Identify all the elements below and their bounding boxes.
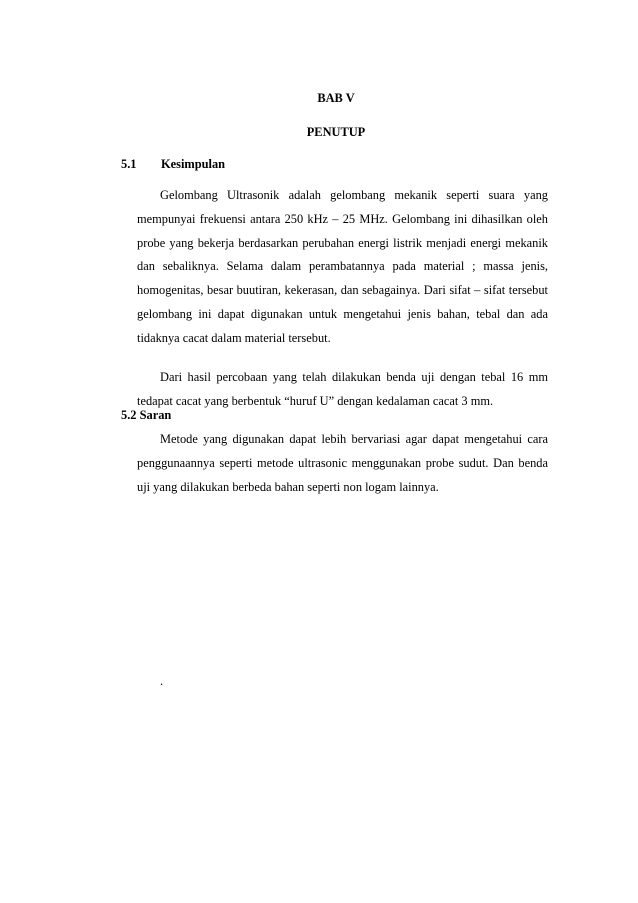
trailing-mark: . bbox=[160, 674, 164, 688]
chapter-number: BAB V bbox=[317, 91, 355, 105]
paragraph-saran-1: Metode yang digunakan dapat lebih bervariasi agar dapat mengetahui cara penggunaannya seperti metode ultrasonic menggunakan probe sudut. Dan benda uji yang dilakukan berbeda bahan seperti non logam lainnya. bbox=[137, 432, 548, 494]
chapter-title: PENUTUP bbox=[306, 125, 366, 139]
section-number: 5.1 bbox=[121, 157, 137, 171]
section-title: Saran bbox=[139, 408, 172, 422]
section-number: 5.2 bbox=[121, 408, 137, 422]
section-heading-kesimpulan bbox=[121, 157, 225, 172]
section-title: Kesimpulan bbox=[161, 157, 226, 171]
paragraph-kesimpulan-2: Dari hasil percobaan yang telah dilakukan benda uji dengan tebal 16 mm tedapat cacat yang berbentuk “huruf U” dengan kedalaman cacat 3 mm. bbox=[137, 370, 548, 408]
section-heading-saran bbox=[121, 408, 171, 423]
paragraph-kesimpulan-1: Gelombang Ultrasonik adalah gelombang mekanik seperti suara yang mempunyai frekuensi antara 250 kHz – 25 MHz. Gelombang ini dihasilkan oleh probe yang bekerja berdasarkan perubahan energi listrik menjadi energi mekanik dan sebaliknya. Selama dalam perambatannya pada material ; massa jenis, homogenitas, besar buutiran, kekerasan, dan sebagainya. Dari sifat – sifat tersebut gelombang ini dapat digunakan untuk mengetahui jenis bahan, tebal dan ada tidaknya cacat dalam material tersebut. bbox=[137, 188, 548, 345]
